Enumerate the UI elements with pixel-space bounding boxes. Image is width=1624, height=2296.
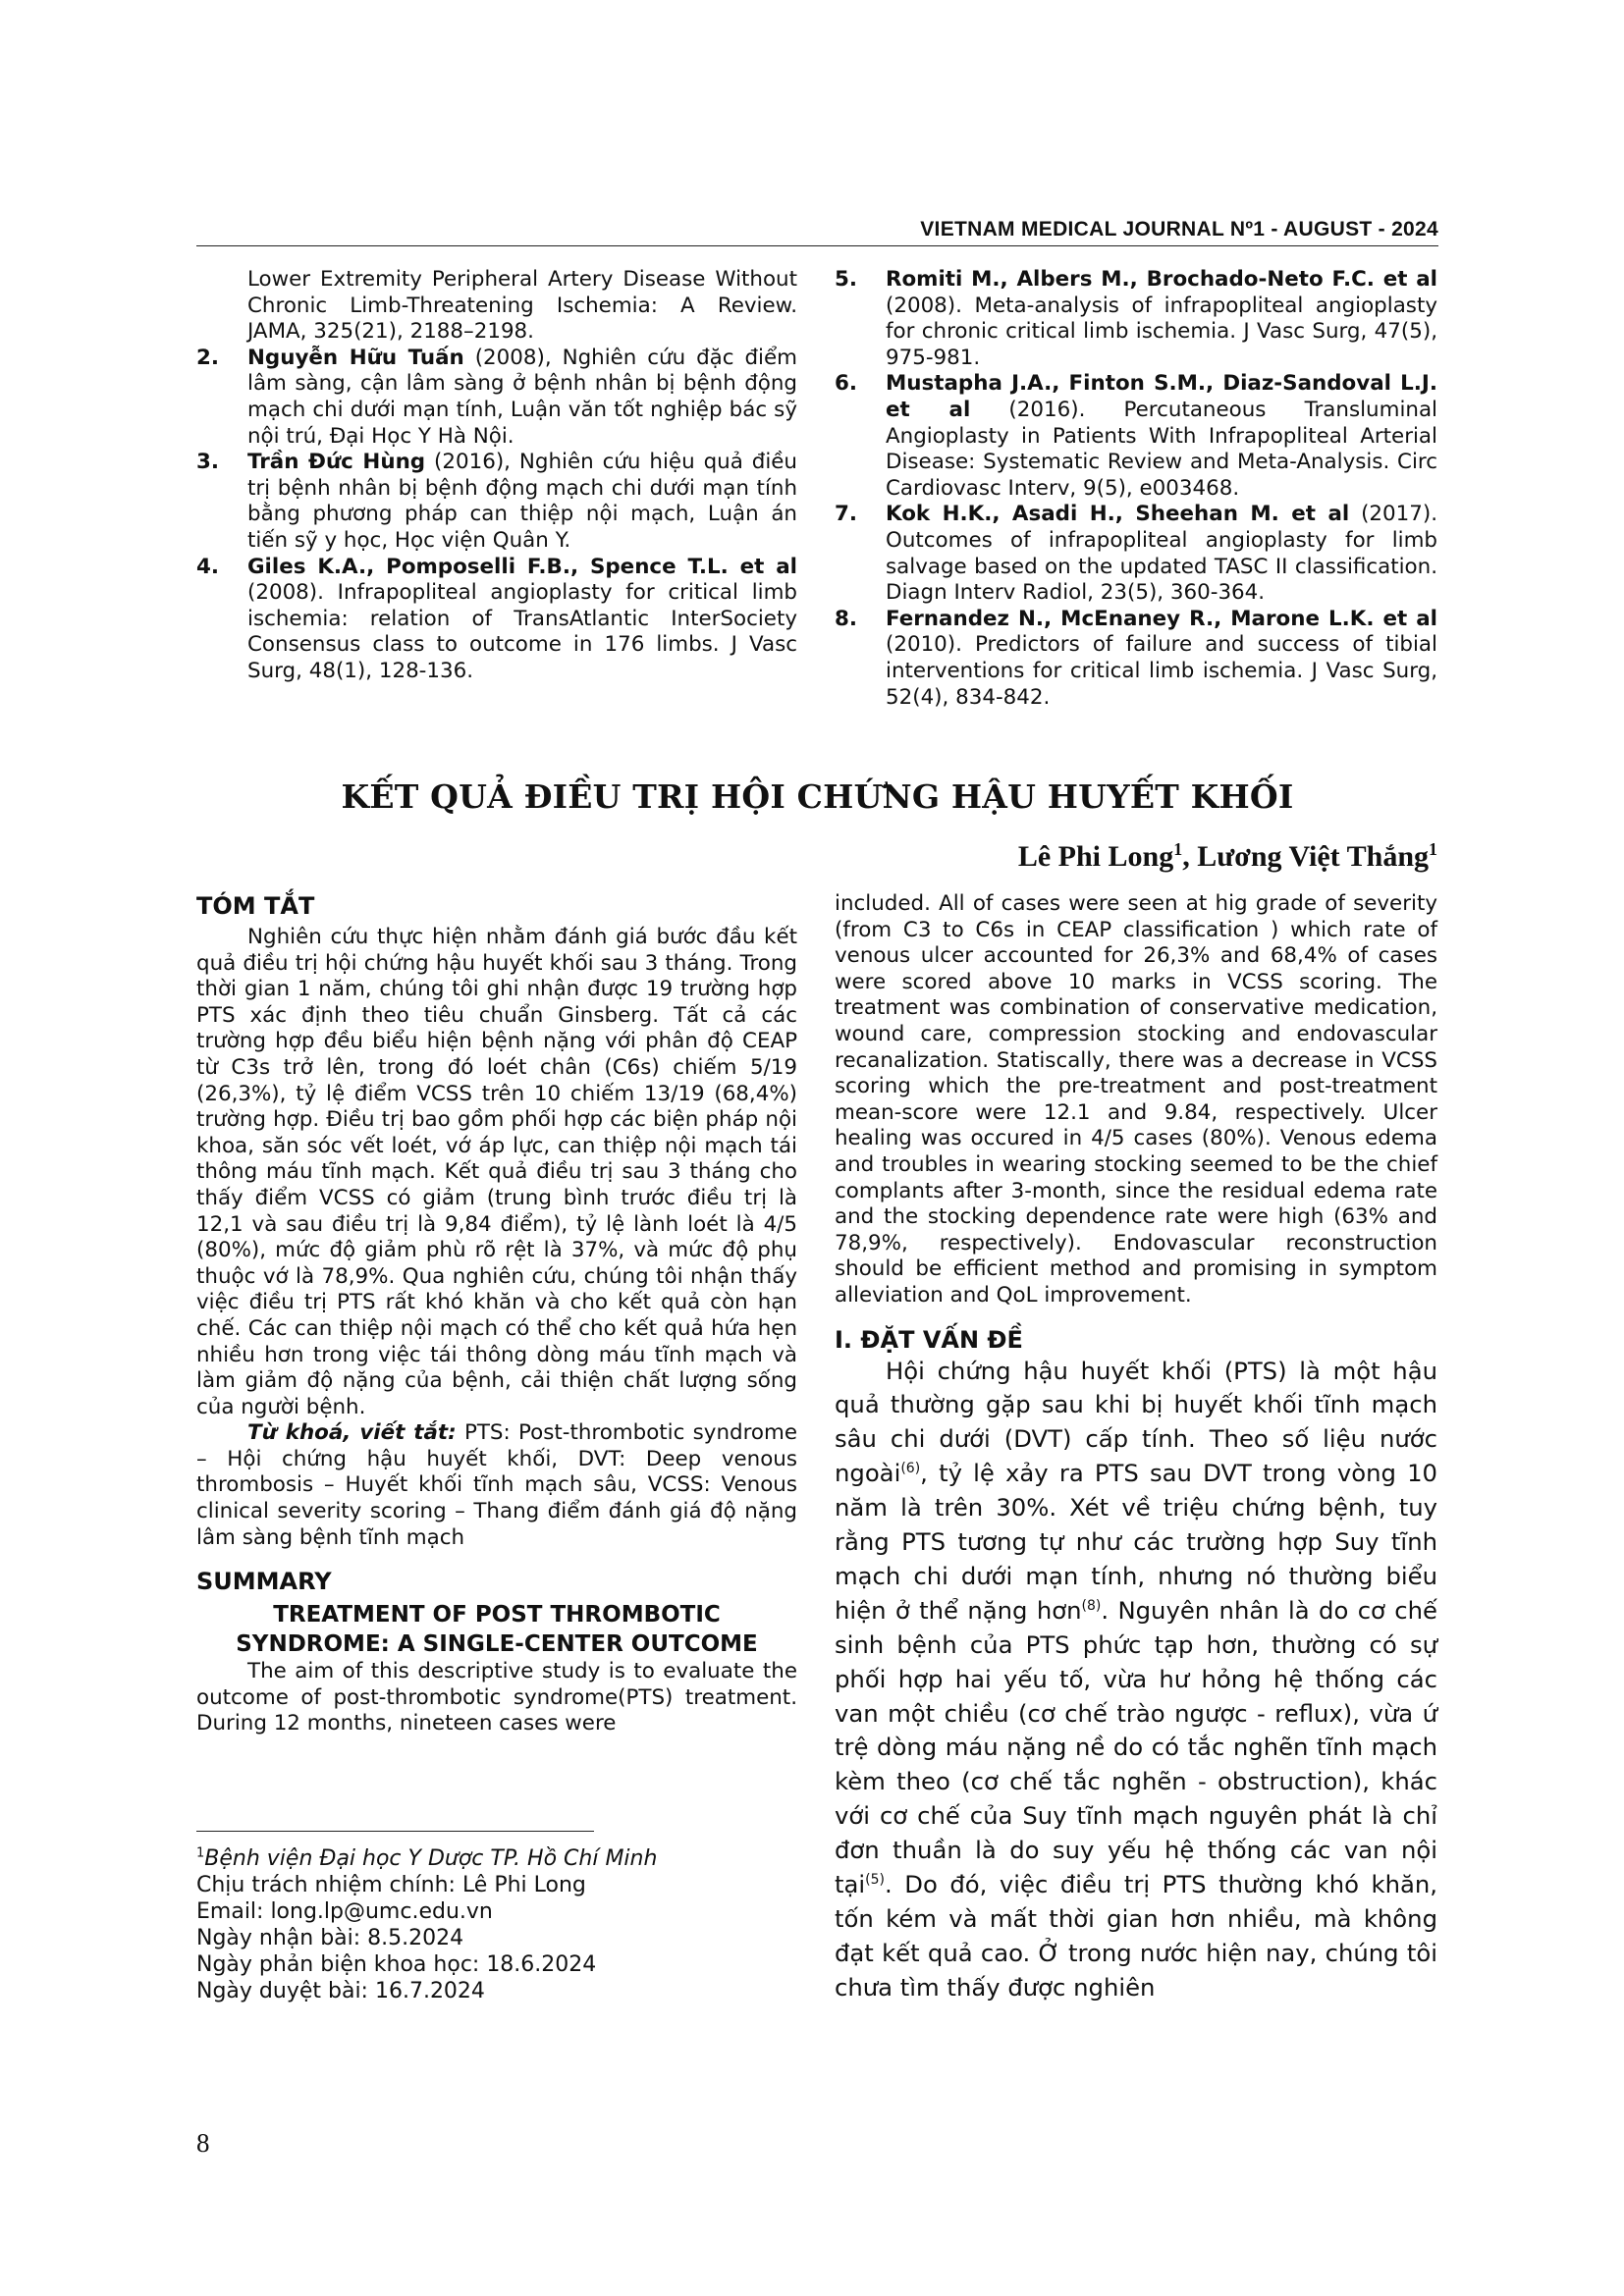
journal-header: VIETNAM MEDICAL JOURNAL Nº1 - AUGUST - 2024 (920, 218, 1438, 240)
abstract-column (196, 891, 797, 1737)
summary-body-start: The aim of this descriptive study is to evaluate the outcome of post-thrombotic syndrome(PTS) treatment. During 12 months, nineteen cases were (196, 1659, 797, 1736)
introduction-heading: I. ĐẶT VẤN ĐỀ (835, 1325, 1023, 1354)
citation: (6) (900, 1461, 921, 1477)
article-authors (835, 840, 1437, 874)
reference-number: 4. (196, 554, 220, 579)
intro-text: , tỷ lệ xảy ra PTS sau DVT trong vòng 10 năm là trên 30%. Xét về triệu chứng bệnh, tuy rằng PTS tương tự như các trường hợp Suy tĩnh mạch chi dưới mạn tính, nhưng nó thường biểu hiện ở thể nặng hơn (835, 1459, 1437, 1625)
author-separator: , (1182, 840, 1198, 873)
reference-number: 3. (196, 450, 220, 475)
reference-details: (2008). Infrapopliteal angioplasty for critical limb ischemia: relation of TransAtlantic InterSociety Consensus class to outcome in 176 limbs. J Vasc Surg, 48(1), 128-136. (247, 580, 797, 683)
page-number: 8 (196, 2128, 210, 2158)
reference-authors: Trần Đức Hùng (247, 450, 426, 475)
footnote-accepted: Ngày duyệt bài: 16.7.2024 (196, 1979, 485, 2003)
reference-number: 8. (835, 606, 858, 631)
header-rule (196, 245, 1438, 246)
affiliation-text: Bệnh viện Đại học Y Dược TP. Hồ Chí Minh (204, 1846, 658, 1871)
references-right (835, 267, 1437, 711)
summary-title-line-1: TREATMENT OF POST THROMBOTIC (273, 1602, 721, 1629)
reference-authors: Mustapha J.A., Finton S.M., Diaz-Sandoval L.J. et al (886, 371, 1437, 422)
intro-text: . Do đó, việc điều trị PTS thường khó khăn, tốn kém và mất thời gian hơn nhiều, mà không đạt kết quả cao. Ở trong nước hiện nay, chúng tôi chưa tìm thấy được nghiên (835, 1870, 1437, 2002)
reference-authors: Fernandez N., McEnaney R., Marone L.K. et al (886, 606, 1437, 631)
abstract-heading: TÓM TẮT (196, 892, 315, 920)
footnote-rule (196, 1831, 594, 1832)
reference-details: (2010). Predictors of failure and success of tibial interventions for critical limb ischemia. J Vasc Surg, 52(4), 834-842. (886, 632, 1437, 710)
reference-2 (196, 346, 797, 450)
keywords-label: Từ khoá, viết tắt: (247, 1420, 457, 1446)
citation: (5) (865, 1872, 886, 1888)
summary-title-line-2: SYNDROME: A SINGLE-CENTER OUTCOME (236, 1631, 758, 1658)
reference-authors: Kok H.K., Asadi H., Sheehan M. et al (886, 502, 1350, 527)
reference-number: 2. (196, 345, 220, 370)
keywords-paragraph (196, 1420, 797, 1551)
affiliation-mark: 1 (1429, 839, 1437, 859)
citation: (8) (1081, 1597, 1102, 1614)
footnote (196, 1845, 797, 2004)
reference-3 (196, 450, 797, 554)
footnote-responsible: Chịu trách nhiệm chính: Lê Phi Long (196, 1873, 586, 1897)
summary-body-continued: included. All of cases were seen at hig grade of severity (from C3 to C6s in CEAP classification ) which rate of venous ulcer accounted for 26,3% and 68,4% of cases were scored above 10 marks in VCSS scoring. The treatment was combination of conservative medication, wound care, compression stocking and endovascular recanalization. Statiscally, there was a decrease in VCSS scoring which the pre-treatment and post-treatment mean-score were 12.1 and 9.84, respectively. Ulcer healing was occured in 4/5 cases (80%). Venous edema and troubles in wearing stocking seemed to be the chief complants after 3-month, since the residual edema rate and the stocking dependence rate were high (63% and 78,9%, respectively). Endovascular reconstruction should be efficient method and promising in symptom alleviation and QoL improvement. (835, 891, 1437, 1308)
reference-details: (2008), Nghiên cứu đặc điểm lâm sàng, cận lâm sàng ở bệnh nhân bị bệnh động mạch chi dưới mạn tính, Luận văn tốt nghiệp bác sỹ nội trú, Đại Học Y Hà Nội. (247, 345, 798, 449)
footnote-reviewed: Ngày phản biện khoa học: 18.6.2024 (196, 1952, 597, 1977)
reference-authors: Nguyễn Hữu Tuấn (247, 345, 464, 370)
footnote-received: Ngày nhận bài: 8.5.2024 (196, 1926, 464, 1950)
author-name: Lê Phi Long (1017, 840, 1174, 873)
reference-details: (2016). Percutaneous Transluminal Angioplasty in Patients With Infrapopliteal Arterial Disease: Systematic Review and Meta-Analysis. Circ Cardiovasc Interv, 9(5), e003468. (886, 397, 1437, 501)
affiliation-mark: 1 (1173, 839, 1183, 859)
reference-7 (835, 502, 1437, 606)
keywords-text: PTS: Post-thrombotic syndrome – Hội chứng hậu huyết khối, DVT: Deep venous thrombosis – Huyết khối tĩnh mạch sâu, VCSS: Venous clinical severity scoring – Thang điểm đánh giá độ nặng lâm sàng bệnh tĩnh mạch (196, 1420, 797, 1550)
article-title: KẾT QUẢ ĐIỀU TRỊ HỘI CHỨNG HẬU HUYẾT KHỐI (341, 777, 1294, 816)
reference-5 (835, 267, 1437, 371)
reference-details: (2016), Nghiên cứu hiệu quả điều trị bệnh nhân bị bệnh động mạch chi dưới mạn tính bằng phương pháp can thiệp nội mạch, Luận án tiến sỹ y học, Học viện Quân Y. (247, 450, 797, 553)
references-left (196, 267, 797, 685)
reference-1-continued: Lower Extremity Peripheral Artery Disease Without Chronic Limb-Threatening Ischemia: A Review. JAMA, 325(21), 2188–2198. (247, 267, 797, 345)
reference-number: 5. (835, 267, 858, 292)
reference-authors: Romiti M., Albers M., Brochado-Neto F.C. et al (886, 267, 1437, 292)
summary-heading: SUMMARY (196, 1568, 332, 1596)
reference-4 (196, 555, 797, 685)
affiliation-mark: 1 (196, 1845, 205, 1861)
footnote-email: Email: long.lp@umc.edu.vn (196, 1899, 493, 1924)
summary-column (835, 891, 1437, 2005)
reference-details: (2017). Outcomes of infrapopliteal angioplasty for limb salvage based on the updated TASC II classification. Diagn Interv Radiol, 23(5), 360-364. (886, 502, 1438, 606)
reference-number: 6. (835, 371, 858, 397)
intro-text: Hội chứng hậu huyết khối (PTS) là một hậu quả thường gặp sau khi bị huyết khối tĩnh mạch sâu chi dưới (DVT) cấp tính. Theo số liệu nước ngoài (835, 1356, 1437, 1488)
reference-8 (835, 607, 1437, 711)
author-name: Lương Việt Thắng (1197, 840, 1429, 873)
abstract-body: Nghiên cứu thực hiện nhằm đánh giá bước đầu kết quả điều trị hội chứng hậu huyết khối sau 3 tháng. Trong thời gian 1 năm, chúng tôi ghi nhận được 19 trường hợp PTS xác định theo tiêu chuẩn Ginsberg. Tất cả các trường hợp đều biểu hiện bệnh nặng với phân độ CEAP từ C3s trở lên, trong đó loét chân (C6s) chiếm 5/19 (26,3%), tỷ lệ điểm VCSS trên 10 chiếm 13/19 (68,4%) trường hợp. Điều trị bao gồm phối hợp các biện pháp nội khoa, săn sóc vết loét, vớ áp lực, can thiệp nội mạch tái thông máu tĩnh mạch. Kết quả điều trị sau 3 tháng cho thấy điểm VCSS có giảm (trung bình trước điều trị là 12,1 và sau điều trị là 9,84 điểm), tỷ lệ lành loét là 4/5 (80%), mức độ giảm phù rõ rệt là 37%, và mức độ phụ thuộc vớ là 78,9%. Qua nghiên cứu, chúng tôi nhận thấy việc điều trị PTS rất khó khăn và cho kết quả còn hạn chế. Các can thiệp nội mạch có thể cho kết quả hứa hẹn nhiều hơn trong việc tái thông dòng máu tĩnh mạch và làm giảm độ nặng của bệnh, cải thiện chất lượng sống của người bệnh. (196, 925, 797, 1419)
footnote-affiliation (196, 1845, 797, 1872)
intro-text: . Nguyên nhân là do cơ chế sinh bệnh của PTS phức tạp hơn, thường có sự phối hợp hai yếu tố, vừa hư hỏng hệ thống các van một chiều (cơ chế trào ngược - reflux), vừa ứ trệ dòng máu nặng nề do có tắc nghẽn tĩnh mạch kèm theo (cơ chế tắc nghẽn - obstruction), khác với cơ chế của Suy tĩnh mạch nguyên phát là chỉ đơn thuần là do suy yếu hệ thống các van nội tại (835, 1595, 1437, 1899)
reference-details: (2008). Meta-analysis of infrapopliteal angioplasty for chronic critical limb ischemia. J Vasc Surg, 47(5), 975-981. (886, 293, 1437, 370)
reference-authors: Giles K.A., Pomposelli F.B., Spence T.L. et al (247, 554, 797, 579)
reference-number: 7. (835, 502, 858, 527)
reference-6 (835, 371, 1437, 502)
introduction-paragraph (835, 1355, 1437, 2005)
